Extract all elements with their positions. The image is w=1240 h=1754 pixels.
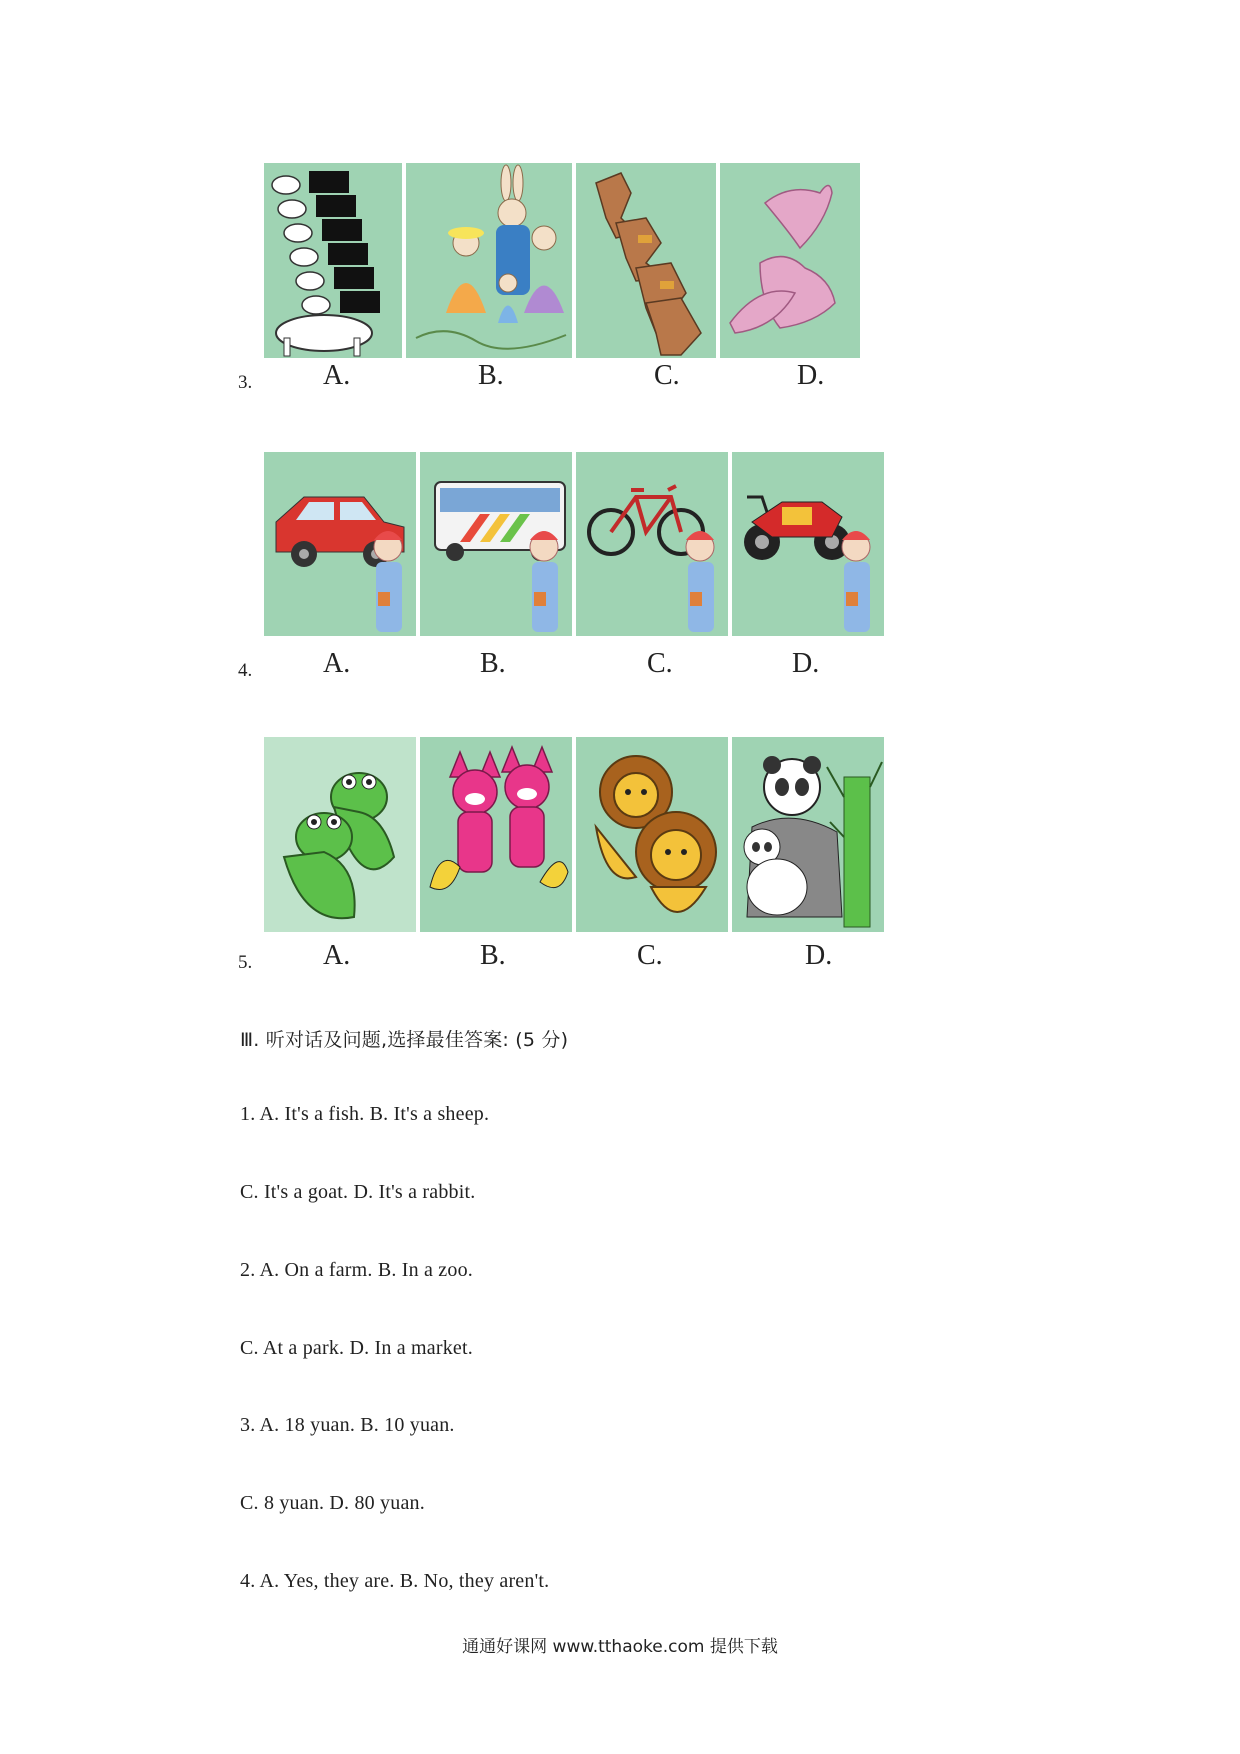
footer-source: 通通好课网 www.tthaoke.com 提供下载 — [462, 1637, 778, 1657]
bus-icon — [420, 452, 572, 636]
question-number: 4. — [238, 660, 253, 681]
answer-line: C. At a park. D. In a market. — [240, 1337, 473, 1359]
foxes-icon — [420, 737, 572, 932]
answer-line: C. It's a goat. D. It's a rabbit. — [240, 1181, 476, 1203]
answer-line: 4. A. Yes, they are. B. No, they aren't. — [240, 1570, 550, 1592]
doves-icon — [720, 163, 860, 358]
question-number: 3. — [238, 372, 253, 393]
option-label-q5-c: C. — [637, 940, 663, 971]
section-title: Ⅲ. 听对话及问题,选择最佳答案: (5 分) — [240, 1029, 569, 1051]
picture-row-q4 — [264, 452, 892, 647]
option-label-q5-d: D. — [805, 940, 833, 971]
answer-line: 2. A. On a farm. B. In a zoo. — [240, 1259, 473, 1281]
option-label-q4-c: C. — [647, 648, 673, 679]
motorbike-icon — [732, 452, 884, 636]
picture-row-q5 — [264, 737, 892, 932]
option-label-q3-a: A. — [323, 360, 351, 391]
answer-line: C. 8 yuan. D. 80 yuan. — [240, 1492, 425, 1514]
option-label-q3-c: C. — [654, 360, 680, 391]
picture-row-q3 — [264, 163, 892, 358]
horses-icon — [576, 163, 716, 358]
rabbit-family-icon — [406, 163, 572, 358]
option-label-q5-a: A. — [323, 940, 351, 971]
bicycle-icon — [576, 452, 728, 636]
car-icon — [264, 452, 416, 636]
frogs-icon — [264, 737, 416, 932]
option-label-q4-a: A. — [323, 648, 351, 679]
option-label-q4-b: B. — [480, 648, 506, 679]
answer-line: 3. A. 18 yuan. B. 10 yuan. — [240, 1414, 455, 1436]
option-label-q5-b: B. — [480, 940, 506, 971]
question-number: 5. — [238, 952, 253, 973]
cows-icon — [264, 163, 402, 358]
option-label-q3-d: D. — [797, 360, 825, 391]
lions-icon — [576, 737, 728, 932]
pandas-icon — [732, 737, 884, 932]
option-label-q4-d: D. — [792, 648, 820, 679]
answer-line: 1. A. It's a fish. B. It's a sheep. — [240, 1103, 490, 1125]
option-label-q3-b: B. — [478, 360, 504, 391]
